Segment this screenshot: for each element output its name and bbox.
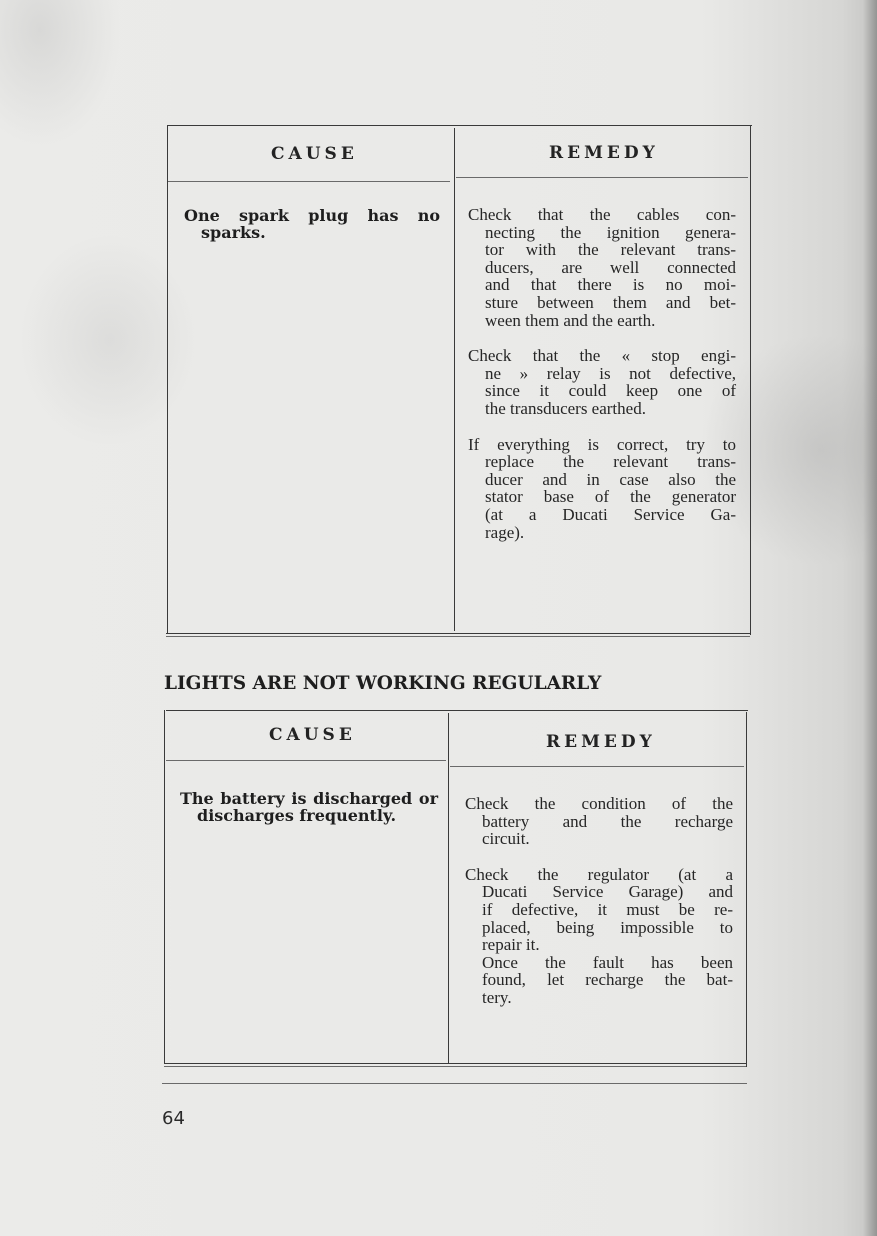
remedy-line: if defective, it must be re- xyxy=(482,899,733,919)
table1-left-border xyxy=(167,125,168,633)
remedy-paragraph xyxy=(465,866,733,954)
table1-cause-text xyxy=(184,207,440,241)
remedy-line: replace the relevant trans- xyxy=(485,452,736,472)
remedy-line: tery. xyxy=(482,987,512,1007)
remedy-line: placed, being impossible to xyxy=(482,917,733,937)
remedy-line: stator base of the generator xyxy=(485,487,736,507)
remedy-line: and that there is no moi- xyxy=(485,275,736,295)
table2-remedy-text xyxy=(465,795,733,1007)
page-spine-shadow xyxy=(863,0,877,1236)
table1-bottom-rule-2 xyxy=(166,636,750,637)
remedy-line: Check the condition of the xyxy=(465,794,733,813)
table2-cause-text xyxy=(180,790,438,824)
remedy-line: ducers, are well connected xyxy=(485,257,736,277)
remedy-line: necting the ignition genera- xyxy=(485,222,736,242)
page-number: 64 xyxy=(162,1108,185,1129)
table2-cause-header: CAUSE xyxy=(269,725,356,745)
remedy-line: ne » relay is not defective, xyxy=(485,363,736,383)
remedy-line: If everything is correct, try to xyxy=(468,434,736,454)
remedy-line: Once the fault has been xyxy=(482,952,733,972)
remedy-paragraph xyxy=(465,954,733,1007)
table2-left-border xyxy=(164,710,165,1064)
remedy-line: Check that the « stop engi- xyxy=(468,346,736,366)
remedy-line: repair it. xyxy=(482,935,540,955)
table1-cause-header: CAUSE xyxy=(271,144,358,164)
remedy-line: (at a Ducati Service Ga- xyxy=(485,504,736,524)
cause-line: The battery is discharged or xyxy=(180,789,438,808)
remedy-paragraph xyxy=(465,795,733,848)
remedy-line: Ducati Service Garage) and xyxy=(482,882,733,902)
remedy-line: Check the regulator (at a xyxy=(465,864,733,884)
remedy-paragraph xyxy=(468,347,736,417)
remedy-line: rage). xyxy=(485,522,525,542)
table2-cause-header-rule xyxy=(166,760,446,761)
remedy-line: the transducers earthed. xyxy=(485,398,646,418)
table2-remedy-header-rule xyxy=(450,766,744,767)
remedy-line: ducer and in case also the xyxy=(485,469,736,489)
table1-remedy-text xyxy=(468,206,736,541)
footer-rule xyxy=(162,1083,747,1084)
table1-right-border xyxy=(750,125,751,635)
table1-remedy-header-rule xyxy=(456,177,748,178)
remedy-line: circuit. xyxy=(482,829,530,849)
table1-column-divider xyxy=(454,128,455,631)
table1-top-border xyxy=(168,125,752,126)
table1-bottom-border xyxy=(166,633,750,634)
remedy-line: Check that the cables con- xyxy=(468,205,736,224)
remedy-line: sture between them and bet- xyxy=(485,292,736,312)
cause-line: sparks. xyxy=(201,223,266,242)
remedy-paragraph xyxy=(468,436,736,542)
table2-top-border xyxy=(166,710,748,711)
table2-bottom-border xyxy=(164,1063,746,1064)
section-title: LIGHTS ARE NOT WORKING REGULARLY xyxy=(164,673,602,694)
remedy-line: tor with the relevant trans- xyxy=(485,240,736,260)
remedy-line: ween them and the earth. xyxy=(485,310,656,330)
table1-cause-header-rule xyxy=(168,181,450,182)
remedy-line: found, let recharge the bat- xyxy=(482,970,733,990)
cause-line: One spark plug has no xyxy=(184,206,440,225)
remedy-paragraph xyxy=(468,206,736,329)
remedy-line: battery and the recharge xyxy=(482,811,733,831)
table1-remedy-header: REMEDY xyxy=(549,143,659,163)
table2-column-divider xyxy=(448,713,449,1063)
table2-bottom-rule-2 xyxy=(164,1066,746,1067)
cause-line: discharges frequently. xyxy=(197,806,397,825)
table2-remedy-header: REMEDY xyxy=(546,732,656,752)
remedy-line: since it could keep one of xyxy=(485,381,736,401)
table2-right-border xyxy=(746,712,747,1067)
